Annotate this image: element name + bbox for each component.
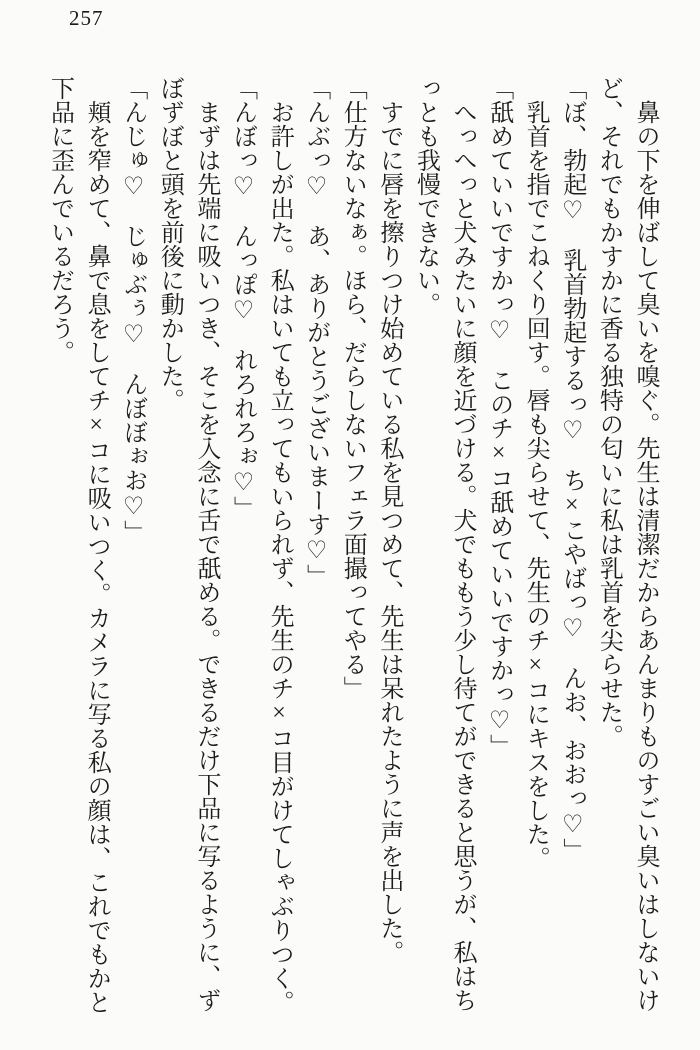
paragraph: へっへっと犬みたいに顔を近づける。犬でももう少し待てができると思うが、私はちっとも我慢できない。 — [412, 76, 476, 1012]
paragraph: まずは先端に吸いつき、そこを入念に舌で舐める。できるだけ下品に写るように、ずぼずぼと頭を前後に動かした。 — [156, 76, 219, 1012]
paragraph: 「んぶっ♡ あ、ありがとうございまーす♡」 — [302, 76, 329, 588]
paragraph: お許しが出た。私はいても立ってもいられず、先生のチ×コ目がけてしゃぶりつく。 — [266, 100, 293, 1014]
paragraph: 「ぼ、勃起♡ 乳首勃起するっ♡ ち×こやばっ♡ んお、おおっ♡」 — [558, 76, 585, 862]
paragraph: 「仕方ないなぁ。ほら、だらしないフェラ面撮ってやる」 — [339, 76, 366, 700]
novel-text-block — [41, 76, 663, 1016]
paragraph: 頬を窄めて、鼻で息をしてチ×コに吸いつく。カメラに写る私の顔は、これでもかと下品に歪んでいるだろう。 — [46, 76, 110, 1014]
paragraph: 鼻の下を伸ばして臭いを嗅ぐ。先生は清潔だからあんまりものすごい臭いはしないけど、それでもかすかに香る独特の匂いに私は乳首を尖らせた。 — [595, 76, 658, 1012]
paragraph: すでに唇を擦りつけ始めている私を見つめて、先生は呆れたように声を出した。 — [375, 100, 402, 964]
paragraph: 「舐めていいですかっ♡ このチ×コ舐めていいですかっ♡」 — [485, 76, 512, 758]
paragraph: 「んぼっ♡ んっぽ♡ れろれろぉ♡」 — [229, 76, 256, 520]
paragraph: 「んじゅ♡ じゅぶぅ♡ んぼぼぉお♡」 — [119, 76, 146, 544]
paragraph: 乳首を指でこねくり回す。唇も尖らせて、先生のチ×コにキスをした。 — [522, 100, 549, 870]
page-number: 257 — [69, 6, 104, 30]
